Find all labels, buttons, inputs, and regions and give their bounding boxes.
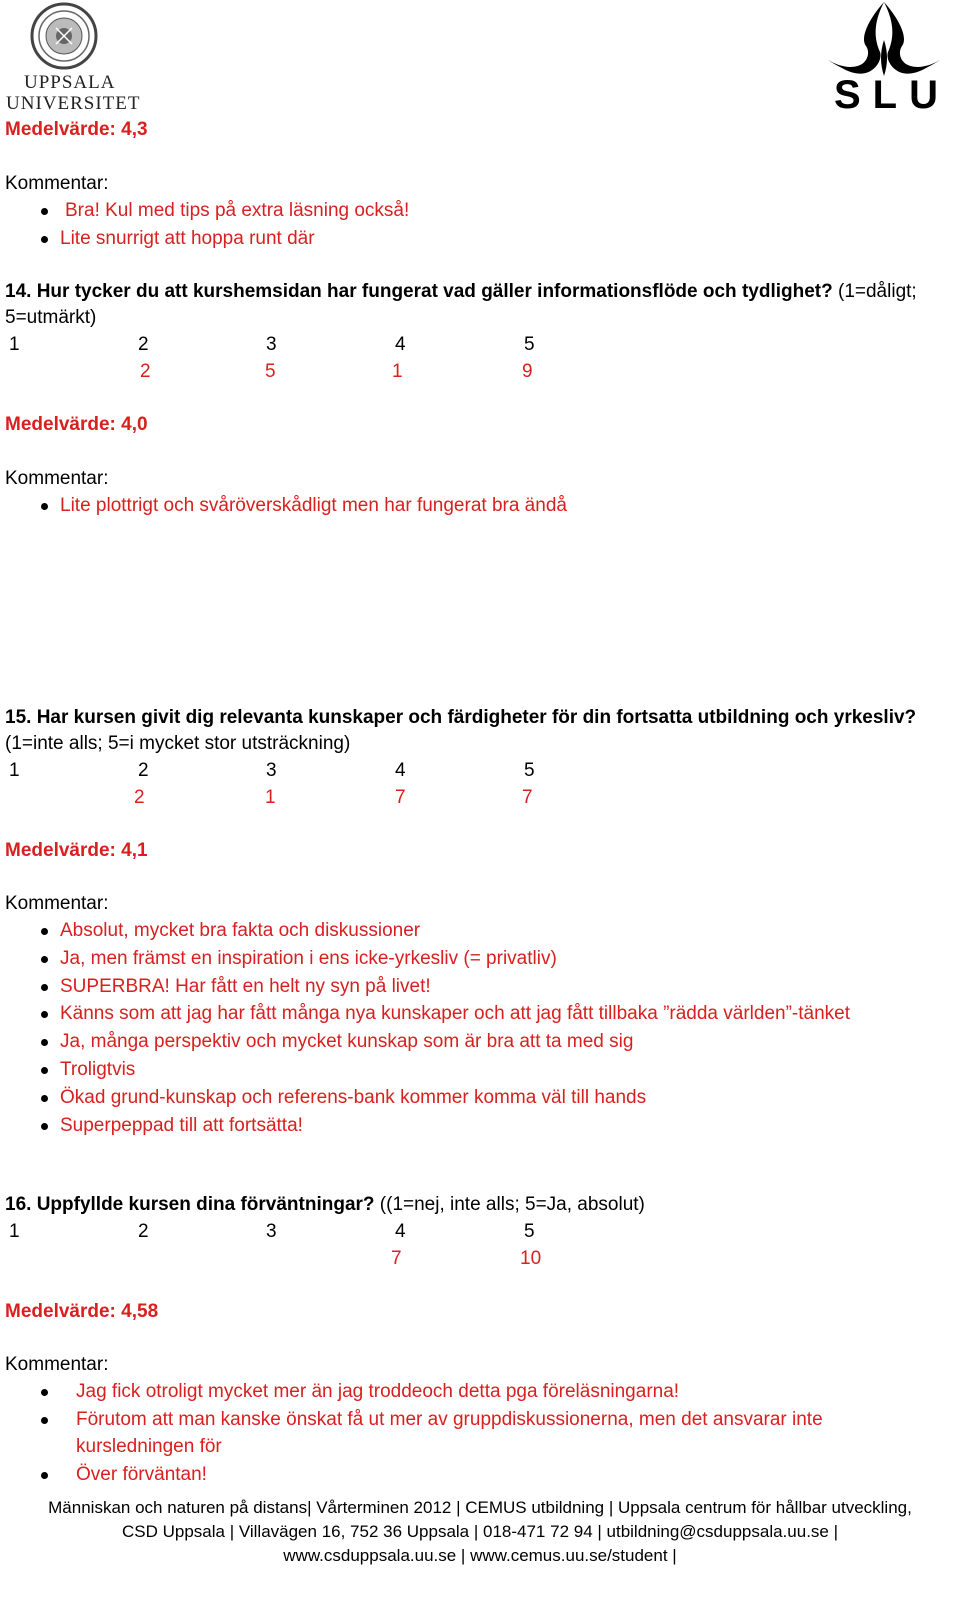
q14-mean: Medelvärde: 4,0	[5, 414, 148, 435]
q14-comment-label: Kommentar:	[5, 468, 109, 489]
q15-scale-text: (1=inte alls; 5=i mycket stor utsträckning)	[5, 733, 351, 754]
q13-comment-1: Bra! Kul med tips på extra läsning också!	[65, 200, 410, 221]
q15-comment-7: Ökad grund-kunskap och referens-bank kommer komma väl till hands	[60, 1087, 647, 1108]
footer-line-2: CSD Uppsala | Villavägen 16, 752 36 Uppsala | 018-471 72 94 | utbildning@csduppsala.uu.se |	[121, 1522, 839, 1541]
q15-comment-3: SUPERBRA! Har fått en helt ny syn på livet!	[60, 976, 431, 997]
bullet-icon	[41, 503, 48, 510]
q14-scale-3: 3	[266, 334, 277, 355]
q16-comment-3: Över förväntan!	[76, 1464, 207, 1485]
q14-question-line	[5, 281, 917, 303]
q15-count-5: 7	[522, 787, 533, 808]
bullet-icon	[41, 956, 48, 963]
q13-comment-label: Kommentar:	[5, 173, 109, 194]
q15-comment-6: Troligtvis	[60, 1059, 136, 1080]
slu-logo-text: SLU	[834, 73, 950, 117]
q14-count-5: 9	[522, 361, 533, 382]
q15-scale-2: 2	[138, 760, 149, 781]
q16-comment-label: Kommentar:	[5, 1354, 109, 1375]
bullet-icon	[41, 1389, 48, 1396]
q15-question: 15. Har kursen givit dig relevanta kunskaper och färdigheter för din fortsatta utbildning och yrkesliv?	[5, 707, 917, 728]
q16-comment-2-cont: kursledningen för	[76, 1436, 222, 1457]
bullet-icon	[41, 236, 48, 243]
q14-count-2: 2	[140, 361, 151, 382]
q14-count-4: 1	[392, 361, 403, 382]
q16-question: 16. Uppfyllde kursen dina förväntningar?	[5, 1194, 375, 1215]
q16-scale-text: ((1=nej, inte alls; 5=Ja, absolut)	[374, 1194, 645, 1215]
q14-scale-2: 2	[138, 334, 149, 355]
q16-scale-3: 3	[266, 1221, 277, 1242]
uppsala-university-logo	[4, 2, 141, 117]
footer-line-1: Människan och naturen på distans| Vårterminen 2012 | CEMUS utbildning | Uppsala centrum för hållbar utveckling,	[48, 1498, 912, 1517]
q14-scale-4: 4	[395, 334, 406, 355]
q16-comment-2: Förutom att man kanske önskat få ut mer av gruppdiskussionerna, men det ansvarar inte	[76, 1409, 823, 1430]
q14-count-3: 5	[265, 361, 276, 382]
q16-question-line	[5, 1194, 645, 1216]
bullet-icon	[41, 1011, 48, 1018]
q15-count-3: 1	[265, 787, 276, 808]
bullet-icon	[41, 1417, 48, 1424]
q16-count-4: 7	[391, 1248, 402, 1269]
q13-mean: Medelvärde: 4,3	[5, 119, 148, 140]
q16-scale-5: 5	[524, 1221, 535, 1242]
q15-comment-2: Ja, men främst en inspiration i ens icke-yrkesliv (= privatliv)	[60, 948, 557, 969]
q16-scale-1: 1	[9, 1221, 20, 1242]
q16-count-5: 10	[520, 1248, 542, 1269]
q15-comment-1: Absolut, mycket bra fakta och diskussioner	[60, 920, 421, 941]
q14-comment-1: Lite plottrigt och svåröverskådligt men har fungerat bra ändå	[60, 495, 567, 516]
q15-scale-4: 4	[395, 760, 406, 781]
bullet-icon	[41, 208, 48, 215]
q16-comment-1: Jag fick otroligt mycket mer än jag troddeoch detta pga föreläsningarna!	[76, 1381, 680, 1402]
q14-scale-a: (1=dåligt;	[832, 281, 917, 302]
q15-comment-4: Känns som att jag har fått många nya kunskaper och att jag fått tillbaka ”rädda världen”-tänket	[60, 1003, 850, 1024]
q14-scale-5: 5	[524, 334, 535, 355]
q15-comment-label: Kommentar:	[5, 893, 109, 914]
bullet-icon	[41, 984, 48, 991]
bullet-icon	[41, 1472, 48, 1479]
q15-mean: Medelvärde: 4,1	[5, 840, 148, 861]
q15-comment-5: Ja, många perspektiv och mycket kunskap som är bra att ta med sig	[60, 1031, 634, 1052]
uu-logo-line2: UNIVERSITET	[6, 93, 141, 114]
bullet-icon	[41, 928, 48, 935]
q13-comment-2: Lite snurrigt att hoppa runt där	[60, 228, 315, 249]
q16-scale-4: 4	[395, 1221, 406, 1242]
q15-count-2: 2	[134, 787, 145, 808]
uu-logo-line1: UPPSALA	[24, 72, 116, 93]
q15-comment-8: Superpeppad till att fortsätta!	[60, 1115, 303, 1136]
q16-scale-2: 2	[138, 1221, 149, 1242]
bullet-icon	[41, 1039, 48, 1046]
bullet-icon	[41, 1095, 48, 1102]
q14-scale-1: 1	[9, 334, 20, 355]
q15-count-4: 7	[395, 787, 406, 808]
q16-mean: Medelvärde: 4,58	[5, 1301, 159, 1322]
footer-line-3: www.csduppsala.uu.se | www.cemus.uu.se/student |	[283, 1546, 677, 1565]
bullet-icon	[41, 1123, 48, 1130]
q14-scale-b: 5=utmärkt)	[5, 307, 97, 328]
q15-scale-1: 1	[9, 760, 20, 781]
bullet-icon	[41, 1067, 48, 1074]
slu-logo	[828, 0, 950, 118]
q15-scale-5: 5	[524, 760, 535, 781]
q14-question: 14. Hur tycker du att kurshemsidan har fungerat vad gäller informationsflöde och tydlighet?	[5, 281, 833, 302]
q15-scale-3: 3	[266, 760, 277, 781]
